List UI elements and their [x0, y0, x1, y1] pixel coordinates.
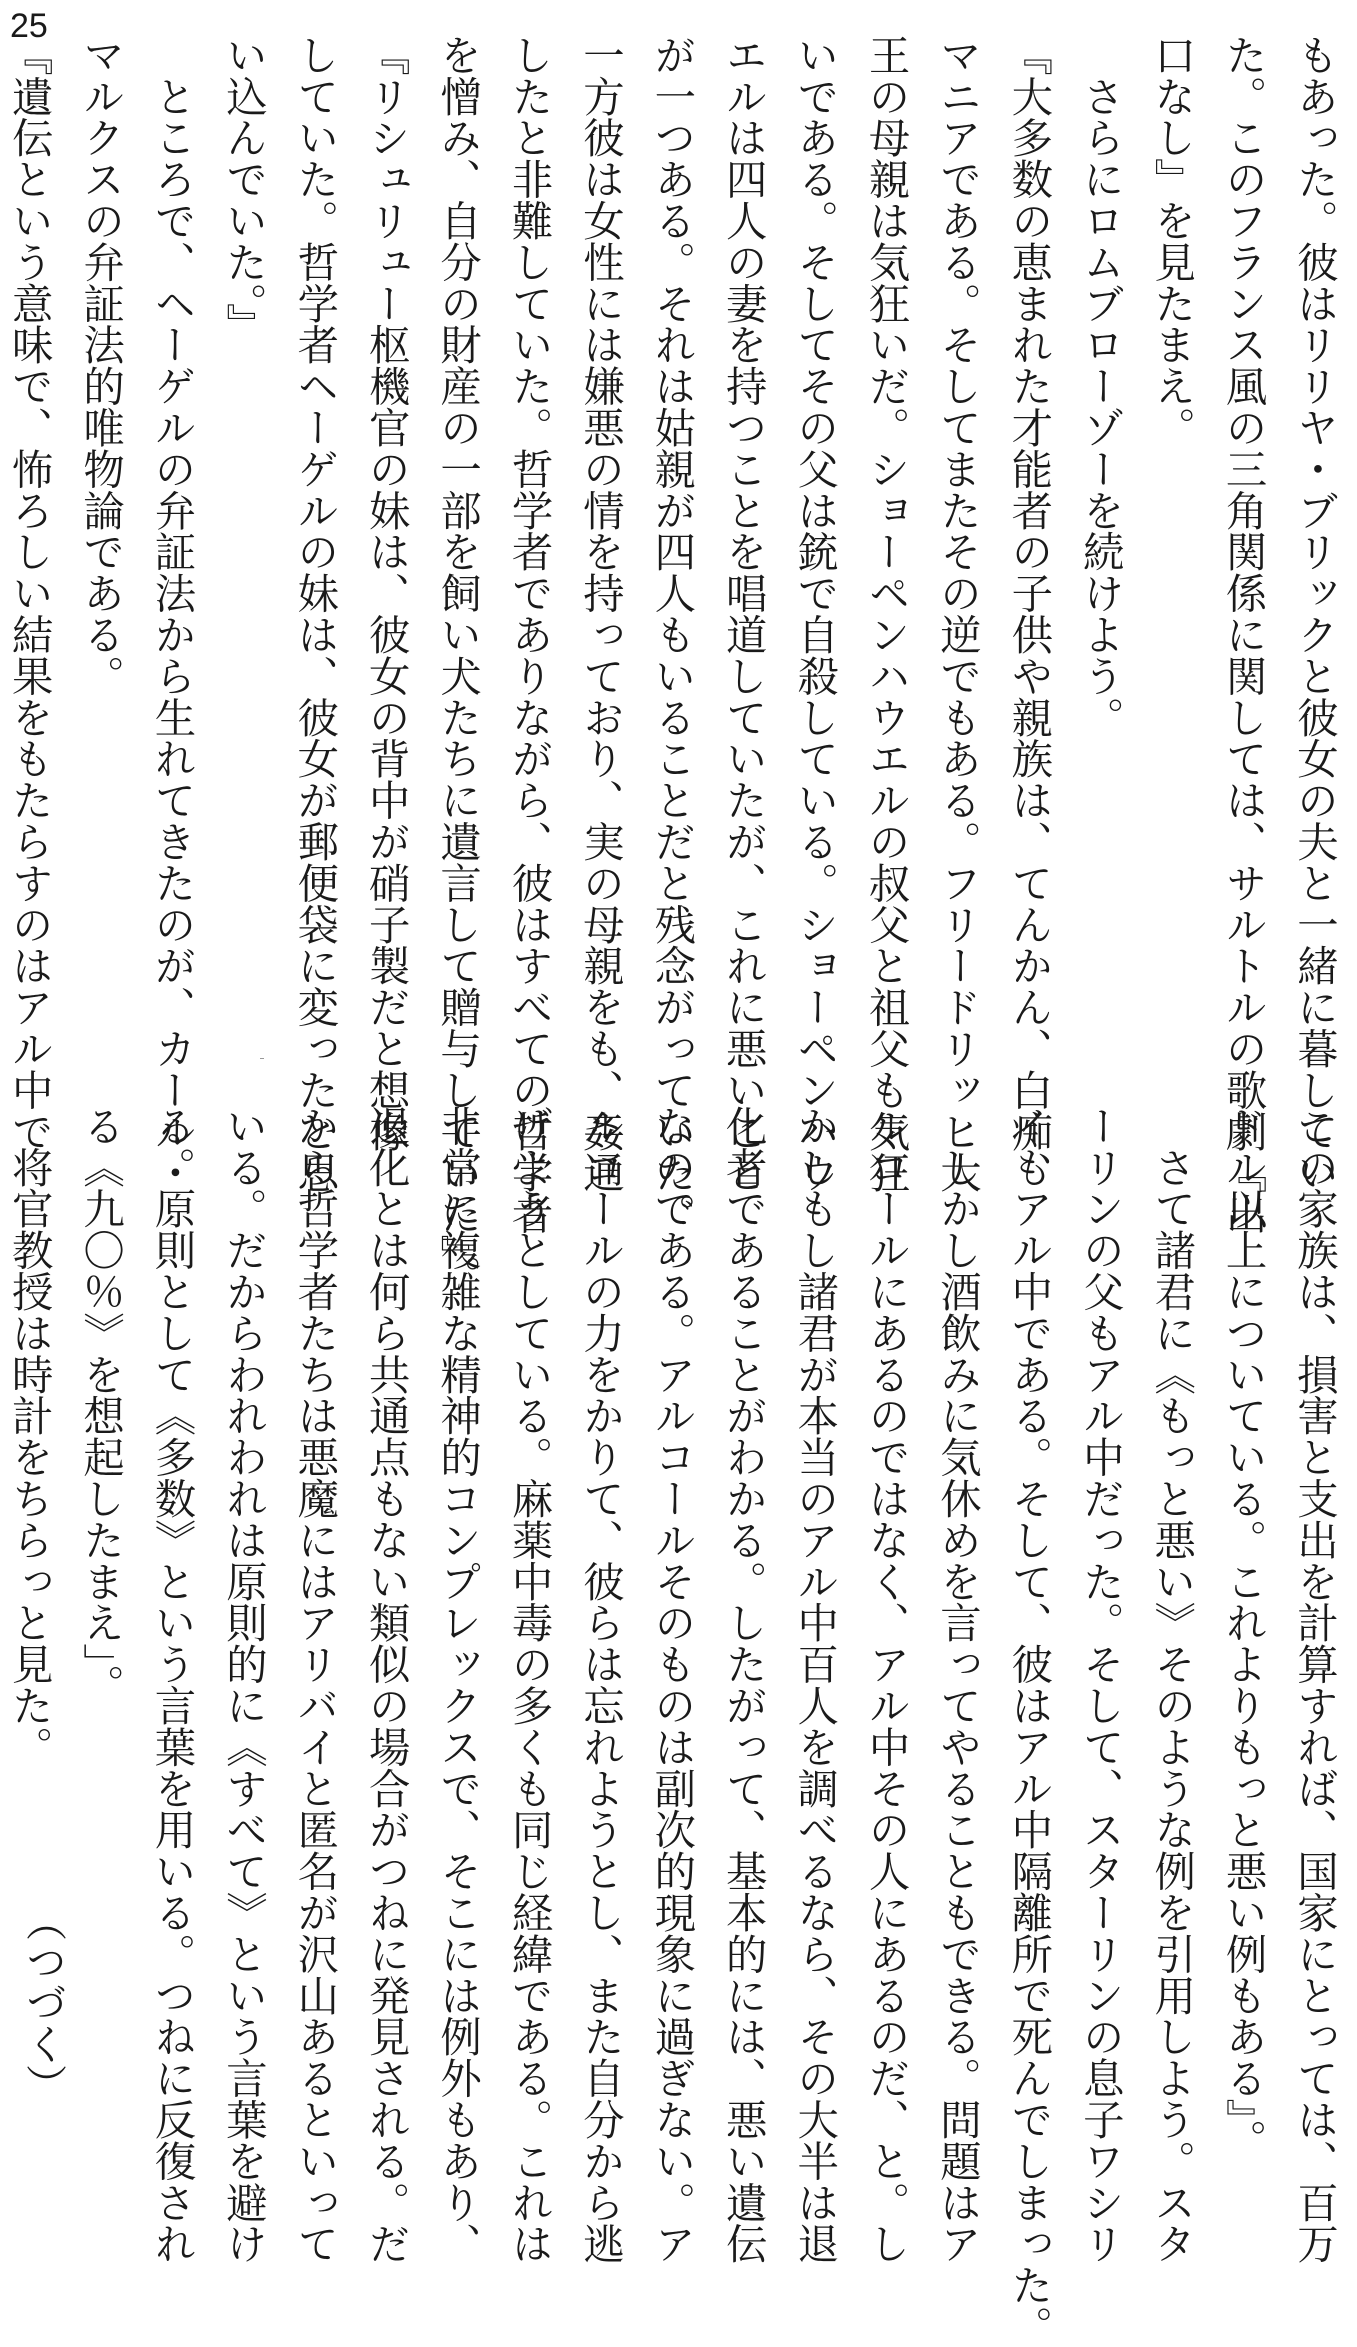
text-line: イもアル中である。そして、彼はアル中隔離所で死んでしまった。 — [1004, 1105, 1053, 2347]
text-line: 一方彼は女性には嫌悪の情を持っており、実の母親をも、姦通 — [575, 34, 624, 1194]
text-line: かしもし諸君が本当のアル中百人を調べるなら、その大半は退 — [790, 1105, 839, 2265]
text-line: 『リシュリュー枢機官の妹は、彼女の背中が硝子製だと想像 — [361, 34, 410, 1152]
text-line: 非常に複雑な精神的コンプレックスで、そこには例外もあり、 — [433, 1105, 482, 2265]
divider-mark — [260, 1058, 264, 1059]
text-line: さらにロムブローゾーを続けよう。 — [1075, 34, 1124, 738]
page-number: 25 — [10, 7, 48, 45]
text-line: マニアである。そしてまたその逆でもある。フリードリッヒ大 — [932, 34, 981, 1194]
text-line: もあった。彼はリリヤ・ブリックと彼女の夫と一緒に暮してい — [1290, 34, 1338, 1194]
text-line: ルコールにあるのではなく、アル中その人にあるのだ、と。し — [861, 1105, 910, 2265]
text-line: いである。そしてその父は銃で自殺している。ショーペンハウ — [790, 34, 839, 1194]
text-line: から哲学者たちは悪魔にはアリバイと匿名が沢山あるといって — [290, 1105, 339, 2265]
text-line: さて諸君に《もっと悪い》そのような例を引用しよう。スタ — [1147, 1105, 1196, 2265]
text-line: していた。哲学者ヘーゲルの妹は、彼女が郵便袋に変ったと思 — [290, 34, 339, 1194]
text-line: 『遺伝という意味で、怖ろしい結果をもたらすのはアル中で — [4, 34, 53, 1152]
continued-note: （つづく） — [19, 1900, 67, 2105]
text-line: 化者であることがわかる。したがって、基本的には、悪い遺伝 — [718, 1105, 767, 2265]
text-line: したと非難していた。哲学者でありながら、彼はすべての哲学者 — [504, 34, 553, 1235]
text-line: げようとしている。麻薬中毒の多くも同じ経緯である。これは — [504, 1105, 553, 2265]
upper-text-block — [4, 34, 1349, 1297]
text-line: なのである。アルコールそのものは副次的現象に過ぎない。ア — [647, 1105, 696, 2265]
text-line: が一つある。それは姑親が四人もいることだと残念がっていた。 — [647, 34, 696, 1235]
text-line: を憎み、自分の財産の一部を飼い犬たちに遺言して贈与していた』。 — [433, 34, 482, 1297]
text-line: い込んでいた。』 — [218, 34, 267, 345]
text-line: マルクスの弁証法的唯物論である。 — [76, 34, 125, 697]
text-line: ところで、ヘーゲルの弁証法から生れてきたのが、カール・ — [147, 34, 196, 1194]
lower-text-block — [4, 1105, 1349, 2347]
text-line: ドル以上についている。これよりもっと悪い例もある』。 — [1218, 1105, 1267, 2161]
text-line: 退化とは何ら共通点もない類似の場合がつねに発見される。だ — [361, 1105, 410, 2265]
text-line: この家族は、損害と支出を計算すれば、国家にとっては、百万 — [1290, 1105, 1338, 2265]
text-line: る《九〇％》を想起したまえ」。 — [76, 1105, 125, 1706]
text-line: た。このフランス風の三角関係に関しては、サルトルの歌劇『出 — [1218, 34, 1267, 1235]
text-line: いる。だからわれわれは原則的に《すべて》という言葉を避け — [218, 1105, 267, 2265]
text-line: 口なし』を見たまえ。 — [1147, 34, 1196, 448]
text-line: 王の母親は気狂いだ。ショーペンハウエルの叔父と祖父も気狂 — [861, 34, 910, 1194]
text-line: 『大多数の恵まれた才能者の子供や親族は、てんかん、白痴、 — [1004, 34, 1053, 1194]
text-line: しかし酒飲みに気休めを言ってやることもできる。問題はア — [932, 1105, 981, 2265]
text-line: る。原則として《多数》という言葉を用いる。つねに反復され — [147, 1105, 196, 2265]
text-line: エルは四人の妻を持つことを唱道していたが、これに悪いこと — [718, 34, 767, 1194]
text-line: ルコールの力をかりて、彼らは忘れようとし、また自分から逃 — [575, 1105, 624, 2265]
text-line: ーリンの父もアル中だった。そして、スターリンの息子ワシリ — [1075, 1105, 1124, 2265]
text-line: 将官教授は時計をちらっと見た。 — [4, 1105, 53, 1768]
